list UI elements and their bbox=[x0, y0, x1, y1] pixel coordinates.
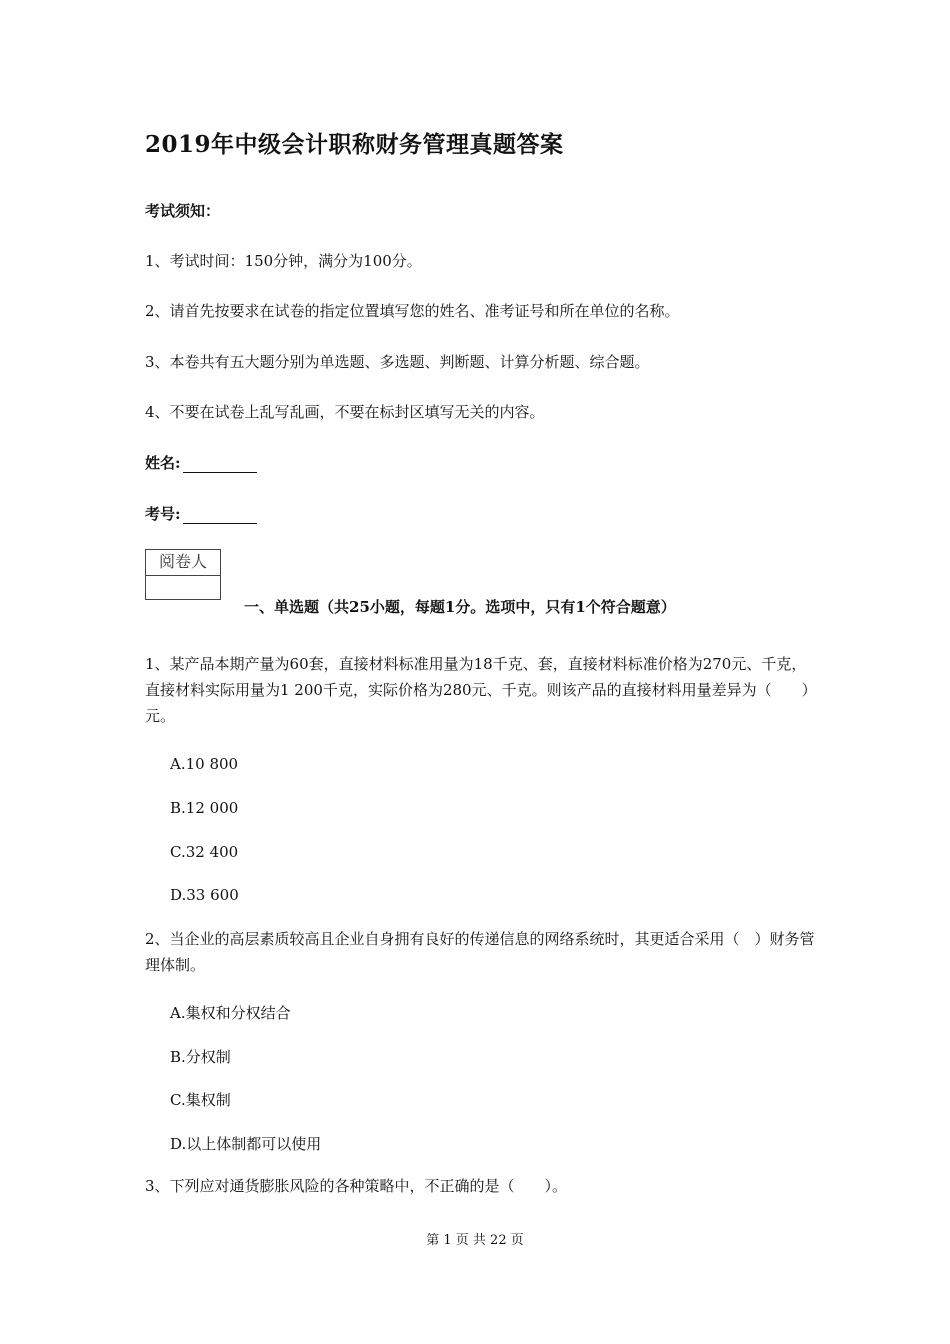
notice-item: 3、本卷共有五大题分别为单选题、多选题、判断题、计算分析题、综合题。 bbox=[145, 353, 650, 371]
notice-item: 2、请首先按要求在试卷的指定位置填写您的姓名、准考证号和所在单位的名称。 bbox=[145, 302, 680, 320]
option-item: C.集权制 bbox=[170, 1091, 231, 1109]
name-blank-line bbox=[183, 457, 257, 473]
option-item: D.33 600 bbox=[170, 886, 239, 904]
grader-box bbox=[145, 549, 221, 600]
question-text: 1、某产品本期产量为60套，直接材料标准用量为18千克、套，直接材料标准价格为270元、千克，直接材料实际用量为1 200千克，实际价格为280元、千克。则该产品的直接材料用量差异为（ ）元。 bbox=[145, 655, 810, 725]
section-heading: 一、单选题（共25小题，每题1分。选项中，只有1个符合题意） bbox=[244, 598, 676, 616]
option-item: D.以上体制都可以使用 bbox=[170, 1135, 322, 1153]
page-footer: 第 1 页 共 22 页 bbox=[426, 1233, 524, 1248]
grader-label: 阅卷人 bbox=[146, 550, 220, 576]
document-title: 2019年中级会计职称财务管理真题答案 bbox=[145, 131, 564, 158]
option-item: A.集权和分权结合 bbox=[170, 1004, 291, 1022]
id-blank-line bbox=[183, 508, 257, 524]
question-text: 2、当企业的高层素质较高且企业自身拥有良好的传递信息的网络系统时，其更适合采用（ ）财务管理体制。 bbox=[145, 930, 815, 974]
name-field bbox=[145, 452, 257, 473]
option-item: B.分权制 bbox=[170, 1048, 231, 1066]
id-field bbox=[145, 503, 257, 524]
id-label: 考号: bbox=[145, 505, 181, 523]
notice-item: 1、考试时间：150分钟，满分为100分。 bbox=[145, 252, 422, 270]
notice-heading: 考试须知： bbox=[145, 202, 221, 220]
option-item: C.32 400 bbox=[170, 843, 239, 861]
name-label: 姓名: bbox=[145, 454, 181, 472]
option-item: B.12 000 bbox=[170, 799, 239, 817]
option-item: A.10 800 bbox=[170, 755, 239, 773]
notice-item: 4、不要在试卷上乱写乱画，不要在标封区填写无关的内容。 bbox=[145, 403, 545, 421]
question-text: 3、下列应对通货膨胀风险的各种策略中，不正确的是（ ）。 bbox=[145, 1177, 568, 1195]
